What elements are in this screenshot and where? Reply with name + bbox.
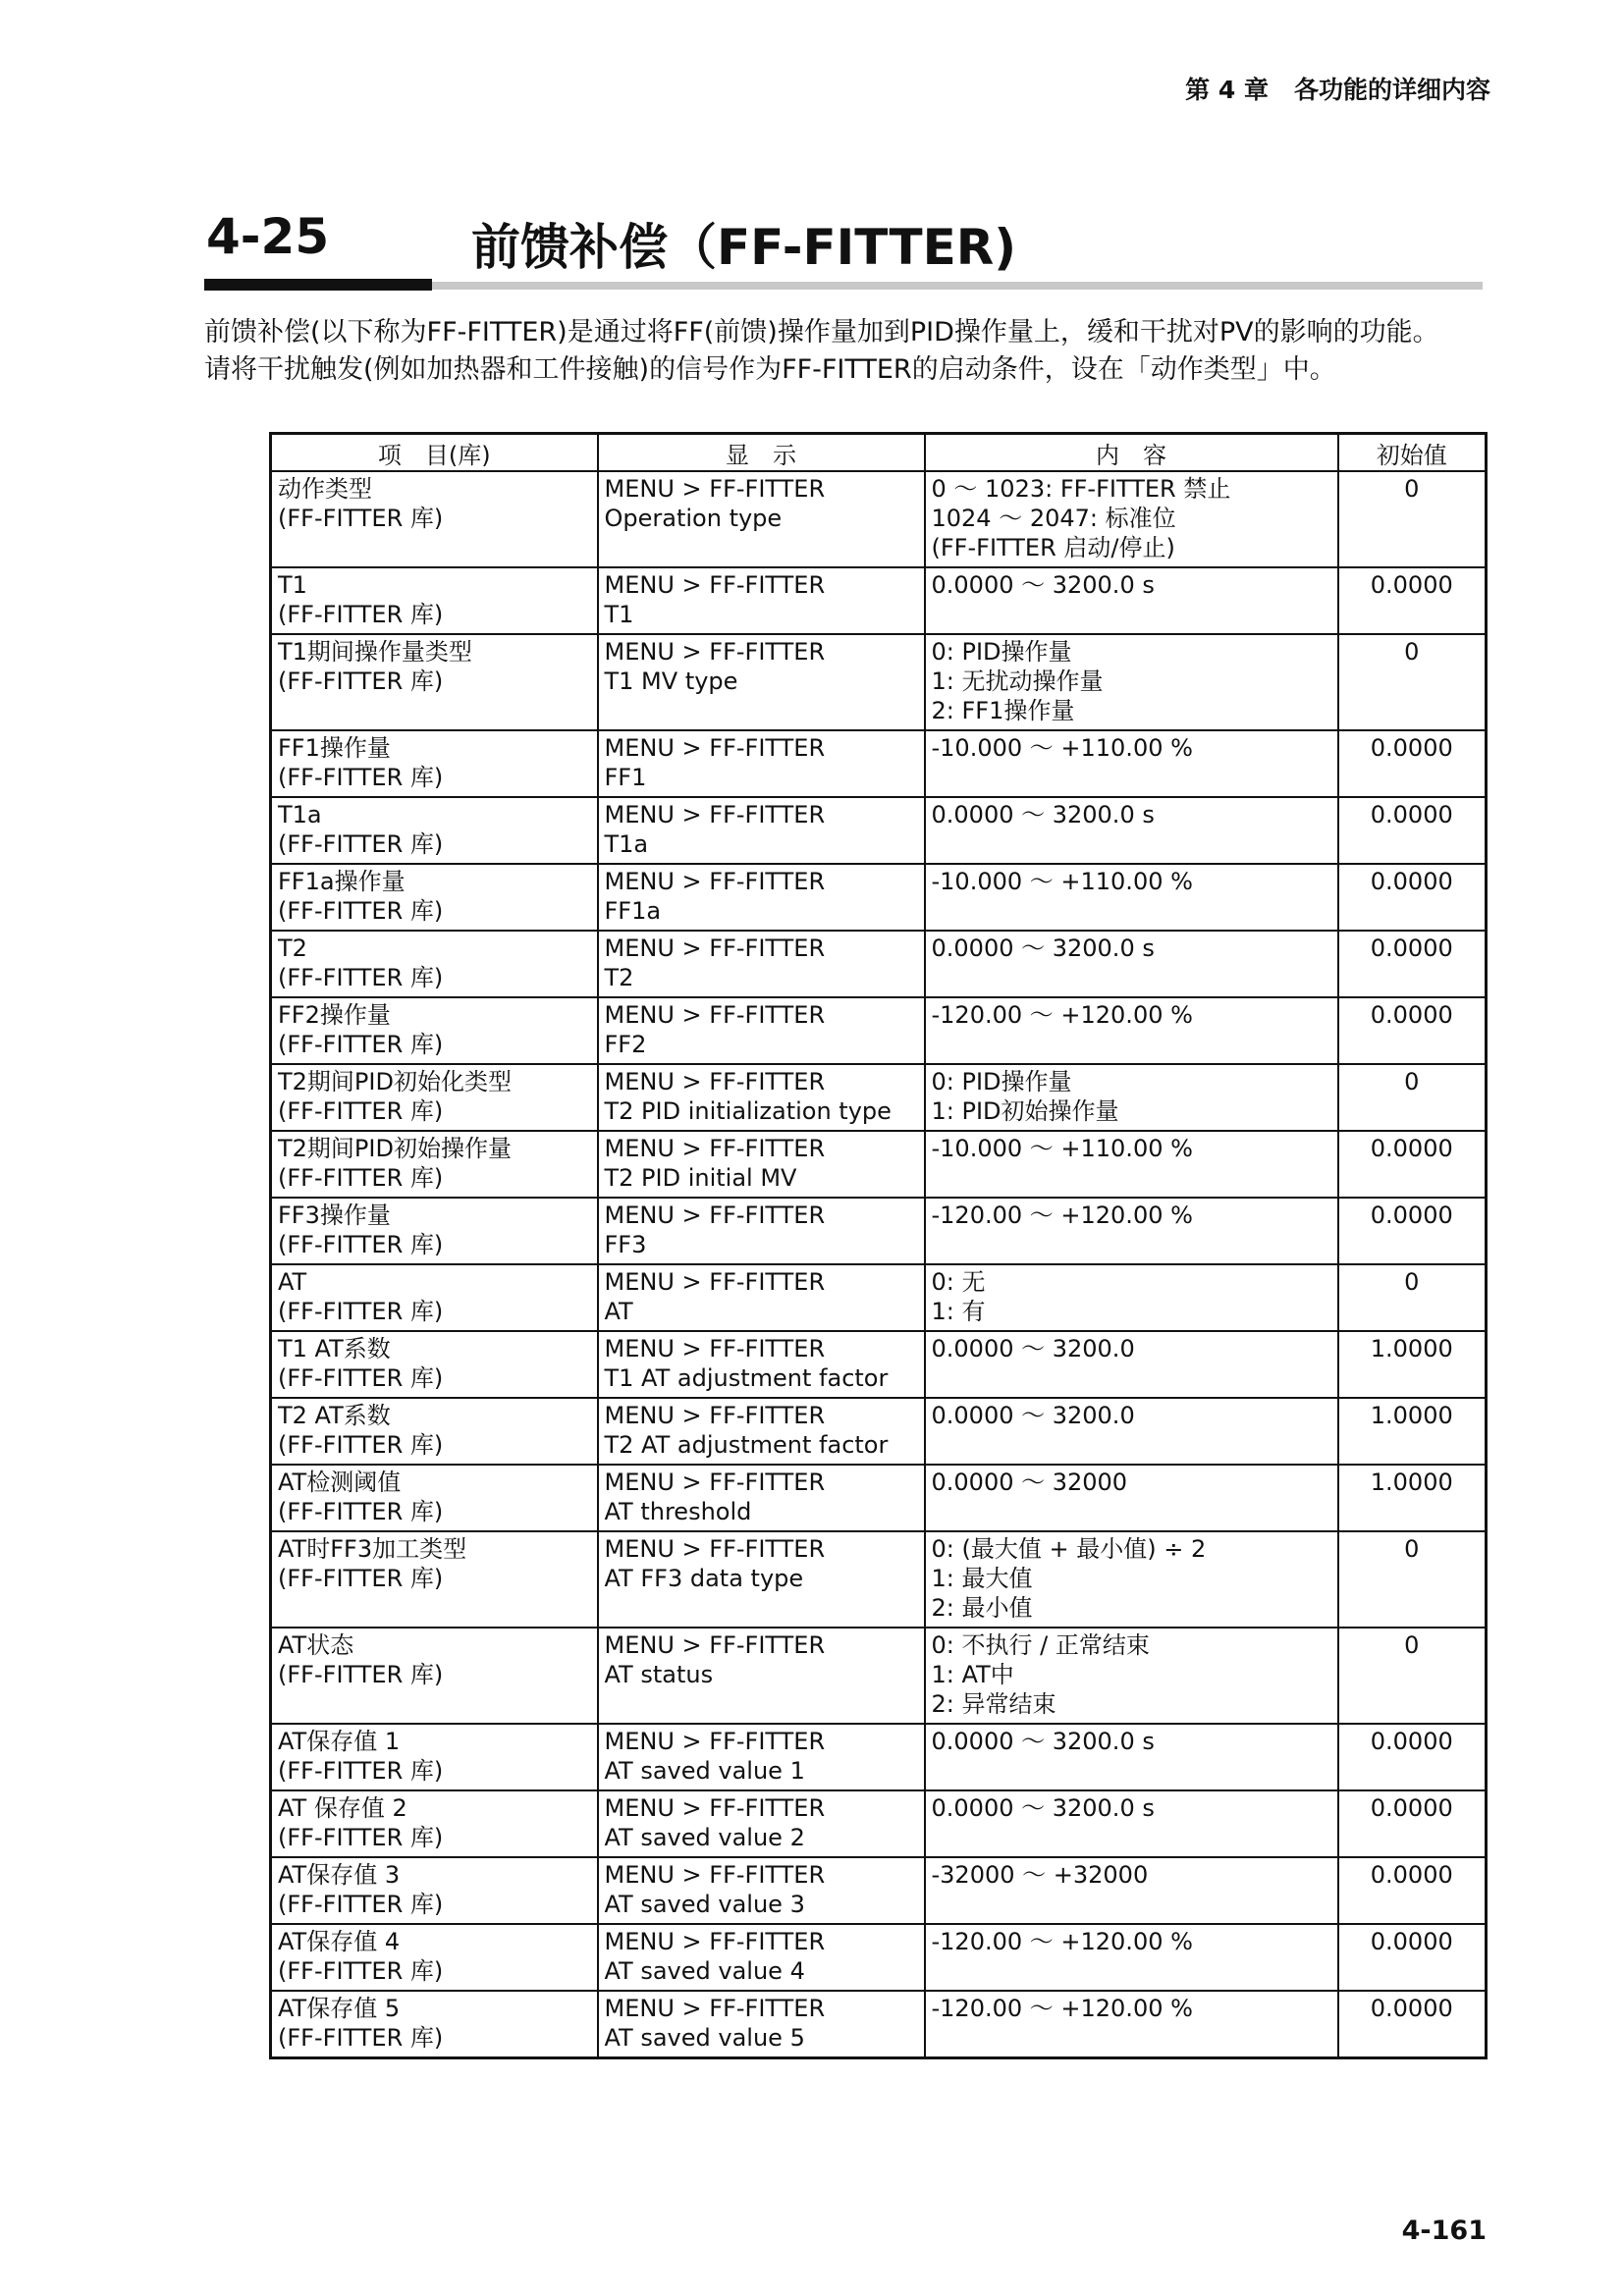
header-item: 项 目(库) (271, 434, 598, 472)
content-cell-line: 0.0000 ～ 3200.0 s (931, 1728, 1155, 1755)
display-cell-line: MENU > FF-FITTER (604, 1468, 826, 1496)
initial-value-cell: 0.0000 (1338, 997, 1487, 1064)
item-cell-line: (FF-FITTER 库) (278, 1957, 444, 1985)
content-cell (925, 1991, 1338, 2057)
intro-paragraph: 请将干扰触发(例如加热器和工件接触)的信号作为FF-FITTER的启动条件，设在「动作类型」中。 (204, 354, 1336, 385)
display-cell-line: Operation type (604, 505, 783, 532)
display-cell (598, 1465, 925, 1531)
item-cell-line: FF3操作量 (278, 1201, 391, 1229)
table-row (271, 1991, 1487, 2057)
content-cell-line: 1: PID初始操作量 (931, 1097, 1119, 1125)
display-cell-line: AT (604, 1298, 633, 1325)
display-cell-line: MENU > FF-FITTER (604, 1861, 826, 1889)
item-cell-line: T2 AT系数 (278, 1402, 391, 1429)
display-cell-line: MENU > FF-FITTER (604, 1728, 826, 1755)
display-cell-line: AT saved value 2 (604, 1824, 805, 1851)
content-cell-line: 1: 有 (931, 1298, 986, 1325)
initial-value-cell: 1.0000 (1338, 1398, 1487, 1465)
content-cell (925, 1924, 1338, 1991)
item-cell-line: (FF-FITTER 库) (278, 1097, 444, 1125)
item-cell-line: AT (278, 1268, 307, 1296)
item-cell-line: (FF-FITTER 库) (278, 897, 444, 925)
table-row (271, 1531, 1487, 1628)
item-cell-line: T1期间操作量类型 (278, 638, 472, 666)
table-row (271, 471, 1487, 567)
content-cell (925, 1465, 1338, 1531)
display-cell-line: AT saved value 5 (604, 2024, 805, 2052)
display-cell-line: MENU > FF-FITTER (604, 1201, 826, 1229)
parameter-table (269, 432, 1488, 2059)
display-cell-line: AT saved value 3 (604, 1891, 805, 1918)
content-cell-line: 0: (最大值 + 最小值) ÷ 2 (931, 1535, 1207, 1563)
display-cell (598, 1724, 925, 1790)
item-cell-line: AT保存值 3 (278, 1861, 401, 1889)
table-row (271, 997, 1487, 1064)
initial-value-cell: 0.0000 (1338, 730, 1487, 797)
display-cell-line: MENU > FF-FITTER (604, 1001, 826, 1029)
item-cell (271, 1991, 598, 2057)
item-cell-line: (FF-FITTER 库) (278, 830, 444, 858)
table-body (271, 471, 1487, 2057)
display-cell-line: MENU > FF-FITTER (604, 1268, 826, 1296)
table-row (271, 1398, 1487, 1465)
content-cell (925, 931, 1338, 997)
content-cell-line: -120.00 ～ +120.00 % (931, 1995, 1193, 2022)
item-cell-line: (FF-FITTER 库) (278, 1498, 444, 1525)
content-cell-line: 1: 无扰动操作量 (931, 667, 1104, 695)
initial-value-cell: 0.0000 (1338, 1724, 1487, 1790)
item-cell-line: (FF-FITTER 库) (278, 1661, 444, 1688)
display-cell-line: AT threshold (604, 1498, 752, 1525)
item-cell (271, 730, 598, 797)
table-row (271, 634, 1487, 730)
content-cell-line: -10.000 ～ +110.00 % (931, 868, 1193, 895)
content-cell-line: 0.0000 ～ 3200.0 (931, 1335, 1135, 1362)
initial-value-cell: 0.0000 (1338, 1790, 1487, 1857)
item-cell-line: (FF-FITTER 库) (278, 505, 444, 532)
item-cell (271, 931, 598, 997)
display-cell-line: MENU > FF-FITTER (604, 934, 826, 962)
table-row (271, 797, 1487, 864)
initial-value-cell: 0 (1338, 1628, 1487, 1724)
display-cell-line: MENU > FF-FITTER (604, 1631, 826, 1659)
display-cell (598, 1264, 925, 1331)
item-cell-line: AT保存值 1 (278, 1728, 401, 1755)
display-cell-line: FF3 (604, 1231, 647, 1258)
display-cell (598, 567, 925, 634)
content-cell-line: 0: 不执行 / 正常结束 (931, 1631, 1150, 1659)
display-cell-line: AT saved value 4 (604, 1957, 805, 1985)
intro-paragraph: 前馈补偿(以下称为FF-FITTER)是通过将FF(前馈)操作量加到PID操作量上，缓和干扰对PV的影响的功能。 (204, 317, 1439, 347)
header-content: 内 容 (925, 434, 1338, 472)
item-cell-line: T1a (278, 801, 322, 828)
display-cell-line: MENU > FF-FITTER (604, 801, 826, 828)
content-cell (925, 864, 1338, 931)
display-cell (598, 1198, 925, 1264)
display-cell (598, 1064, 925, 1131)
content-cell-line: 0: PID操作量 (931, 1068, 1072, 1095)
content-cell (925, 1531, 1338, 1628)
initial-value-cell: 0.0000 (1338, 1198, 1487, 1264)
item-cell-line: AT 保存值 2 (278, 1794, 407, 1822)
table-row (271, 1198, 1487, 1264)
initial-value-cell: 0 (1338, 1264, 1487, 1331)
section-name: 前馈补偿（FF-FITTER) (471, 219, 1017, 276)
item-cell-line: (FF-FITTER 库) (278, 764, 444, 791)
table-row (271, 931, 1487, 997)
initial-value-cell: 0 (1338, 1064, 1487, 1131)
item-cell (271, 567, 598, 634)
initial-value-cell: 0 (1338, 471, 1487, 567)
content-cell-line: 0: 无 (931, 1268, 986, 1296)
content-cell (925, 1064, 1338, 1131)
content-cell (925, 1398, 1338, 1465)
display-cell-line: T1 AT adjustment factor (604, 1364, 889, 1392)
display-cell-line: T1 (604, 601, 634, 628)
item-cell (271, 1857, 598, 1924)
item-cell-line: (FF-FITTER 库) (278, 1824, 444, 1851)
content-cell-line: 0.0000 ～ 3200.0 s (931, 571, 1155, 599)
content-cell (925, 997, 1338, 1064)
content-cell-line: -120.00 ～ +120.00 % (931, 1001, 1193, 1029)
initial-value-cell: 0.0000 (1338, 931, 1487, 997)
header-initial-value: 初始值 (1338, 434, 1487, 472)
item-cell-line: (FF-FITTER 库) (278, 1431, 444, 1459)
display-cell (598, 1398, 925, 1465)
display-cell-line: MENU > FF-FITTER (604, 1928, 826, 1955)
initial-value-cell: 0.0000 (1338, 567, 1487, 634)
content-cell-line: -10.000 ～ +110.00 % (931, 1135, 1193, 1162)
table-row (271, 864, 1487, 931)
table-row (271, 1264, 1487, 1331)
item-cell-line: (FF-FITTER 库) (278, 2024, 444, 2052)
display-cell-line: FF1 (604, 764, 647, 791)
content-cell-line: 0.0000 ～ 3200.0 s (931, 934, 1155, 962)
content-cell-line: -120.00 ～ +120.00 % (931, 1928, 1193, 1955)
content-cell-line: 0.0000 ～ 3200.0 s (931, 801, 1155, 828)
display-cell-line: AT FF3 data type (604, 1565, 804, 1592)
content-cell-line: 2: 最小值 (931, 1594, 1033, 1622)
item-cell (271, 1724, 598, 1790)
display-cell-line: MENU > FF-FITTER (604, 1535, 826, 1563)
initial-value-cell: 0.0000 (1338, 1991, 1487, 2057)
item-cell (271, 1331, 598, 1398)
display-cell (598, 730, 925, 797)
display-cell-line: MENU > FF-FITTER (604, 1402, 826, 1429)
item-cell-line: (FF-FITTER 库) (278, 601, 444, 628)
initial-value-cell: 1.0000 (1338, 1331, 1487, 1398)
content-cell (925, 1724, 1338, 1790)
content-cell-line: -32000 ～ +32000 (931, 1861, 1149, 1889)
item-cell (271, 1628, 598, 1724)
content-cell-line: 0: PID操作量 (931, 638, 1072, 666)
content-cell (925, 1331, 1338, 1398)
content-cell (925, 634, 1338, 730)
section-number: 4-25 (206, 208, 330, 265)
display-cell-line: T2 AT adjustment factor (604, 1431, 889, 1459)
item-cell (271, 1790, 598, 1857)
content-cell-line: (FF-FITTER 启动/停止) (931, 534, 1175, 561)
content-cell-line: 1: 最大值 (931, 1565, 1033, 1592)
content-cell-line: 2: 异常结束 (931, 1690, 1056, 1718)
item-cell (271, 1064, 598, 1131)
item-cell (271, 471, 598, 567)
content-cell (925, 471, 1338, 567)
table-row (271, 1724, 1487, 1790)
chapter-number: 第 4 章 (1185, 76, 1269, 104)
display-cell-line: MENU > FF-FITTER (604, 1335, 826, 1362)
content-cell-line: 2: FF1操作量 (931, 697, 1075, 724)
item-cell (271, 1465, 598, 1531)
item-cell-line: FF2操作量 (278, 1001, 391, 1029)
initial-value-cell: 0 (1338, 634, 1487, 730)
display-cell (598, 634, 925, 730)
page-number: 4-161 (1401, 2216, 1487, 2246)
header-display: 显 示 (598, 434, 925, 472)
display-cell (598, 797, 925, 864)
table-row (271, 1331, 1487, 1398)
item-cell-line: (FF-FITTER 库) (278, 1565, 444, 1592)
item-cell-line: FF1操作量 (278, 734, 391, 762)
item-cell-line: AT检测阈值 (278, 1468, 402, 1496)
item-cell-line: T2期间PID初始化类型 (278, 1068, 512, 1095)
item-cell (271, 997, 598, 1064)
initial-value-cell: 0.0000 (1338, 1857, 1487, 1924)
display-cell-line: MENU > FF-FITTER (604, 868, 826, 895)
item-cell-line: (FF-FITTER 库) (278, 1298, 444, 1325)
item-cell-line: FF1a操作量 (278, 868, 406, 895)
initial-value-cell: 0 (1338, 1531, 1487, 1628)
content-cell (925, 797, 1338, 864)
display-cell-line: T2 PID initial MV (604, 1164, 797, 1192)
initial-value-cell: 0.0000 (1338, 864, 1487, 931)
item-cell (271, 797, 598, 864)
content-cell (925, 567, 1338, 634)
item-cell-line: AT保存值 4 (278, 1928, 401, 1955)
display-cell (598, 1531, 925, 1628)
initial-value-cell: 0.0000 (1338, 1131, 1487, 1198)
display-cell (598, 1857, 925, 1924)
item-cell-line: AT状态 (278, 1631, 354, 1659)
display-cell (598, 931, 925, 997)
display-cell-line: MENU > FF-FITTER (604, 475, 826, 503)
content-cell-line: -10.000 ～ +110.00 % (931, 734, 1193, 762)
display-cell-line: MENU > FF-FITTER (604, 1794, 826, 1822)
item-cell-line: T1 AT系数 (278, 1335, 391, 1362)
item-cell-line: T2期间PID初始操作量 (278, 1135, 512, 1162)
table-row (271, 1064, 1487, 1131)
display-cell (598, 1991, 925, 2057)
item-cell-line: (FF-FITTER 库) (278, 1364, 444, 1392)
display-cell-line: MENU > FF-FITTER (604, 571, 826, 599)
content-cell-line: -120.00 ～ +120.00 % (931, 1201, 1193, 1229)
chapter-header (1185, 71, 1490, 106)
content-cell (925, 730, 1338, 797)
title-rule-thin (432, 282, 1483, 290)
display-cell-line: FF2 (604, 1031, 647, 1058)
content-cell (925, 1628, 1338, 1724)
content-cell-line: 0 ～ 1023: FF-FITTER 禁止 (931, 475, 1231, 503)
content-cell (925, 1790, 1338, 1857)
display-cell-line: FF1a (604, 897, 662, 925)
initial-value-cell: 0.0000 (1338, 1924, 1487, 1991)
display-cell (598, 471, 925, 567)
table-row (271, 1465, 1487, 1531)
content-cell (925, 1857, 1338, 1924)
display-cell-line: MENU > FF-FITTER (604, 638, 826, 666)
display-cell-line: MENU > FF-FITTER (604, 1135, 826, 1162)
display-cell-line: MENU > FF-FITTER (604, 1068, 826, 1095)
item-cell-line: T2 (278, 934, 307, 962)
item-cell (271, 1131, 598, 1198)
table-header-row (271, 434, 1487, 472)
initial-value-cell: 0.0000 (1338, 797, 1487, 864)
display-cell (598, 1790, 925, 1857)
content-cell (925, 1198, 1338, 1264)
table-row (271, 1628, 1487, 1724)
title-rule (204, 279, 1483, 291)
item-cell (271, 1531, 598, 1628)
table-row (271, 1857, 1487, 1924)
table-row (271, 730, 1487, 797)
display-cell-line: AT status (604, 1661, 714, 1688)
display-cell (598, 1924, 925, 1991)
display-cell (598, 1628, 925, 1724)
item-cell-line: (FF-FITTER 库) (278, 1031, 444, 1058)
item-cell-line: T1 (278, 571, 307, 599)
chapter-title: 各功能的详细内容 (1293, 76, 1490, 104)
display-cell (598, 1331, 925, 1398)
display-cell (598, 997, 925, 1064)
item-cell-line: (FF-FITTER 库) (278, 1757, 444, 1785)
item-cell-line: (FF-FITTER 库) (278, 667, 444, 695)
item-cell (271, 634, 598, 730)
item-cell-line: AT时FF3加工类型 (278, 1535, 467, 1563)
table-row (271, 1924, 1487, 1991)
display-cell-line: T2 PID initialization type (604, 1097, 892, 1125)
display-cell-line: MENU > FF-FITTER (604, 1995, 826, 2022)
item-cell-line: (FF-FITTER 库) (278, 1891, 444, 1918)
item-cell (271, 1398, 598, 1465)
table-row (271, 1790, 1487, 1857)
item-cell-line: (FF-FITTER 库) (278, 1231, 444, 1258)
display-cell-line: MENU > FF-FITTER (604, 734, 826, 762)
content-cell (925, 1131, 1338, 1198)
initial-value-cell: 1.0000 (1338, 1465, 1487, 1531)
item-cell (271, 1924, 598, 1991)
content-cell-line: 0.0000 ～ 3200.0 s (931, 1794, 1155, 1822)
content-cell-line: 1: AT中 (931, 1661, 1014, 1688)
display-cell-line: AT saved value 1 (604, 1757, 805, 1785)
item-cell-line: (FF-FITTER 库) (278, 1164, 444, 1192)
title-rule-thick (204, 279, 432, 291)
display-cell-line: T2 (604, 964, 634, 991)
item-cell (271, 864, 598, 931)
display-cell-line: T1 MV type (604, 667, 738, 695)
display-cell-line: T1a (604, 830, 649, 858)
item-cell-line: AT保存值 5 (278, 1995, 401, 2022)
display-cell (598, 1131, 925, 1198)
content-cell-line: 1024 ～ 2047: 标准位 (931, 505, 1176, 532)
item-cell-line: 动作类型 (278, 475, 372, 503)
table-row (271, 567, 1487, 634)
table-row (271, 1131, 1487, 1198)
content-cell-line: 0.0000 ～ 3200.0 (931, 1402, 1135, 1429)
item-cell (271, 1264, 598, 1331)
content-cell (925, 1264, 1338, 1331)
intro-text (204, 314, 1486, 389)
item-cell (271, 1198, 598, 1264)
display-cell (598, 864, 925, 931)
item-cell-line: (FF-FITTER 库) (278, 964, 444, 991)
content-cell-line: 0.0000 ～ 32000 (931, 1468, 1128, 1496)
